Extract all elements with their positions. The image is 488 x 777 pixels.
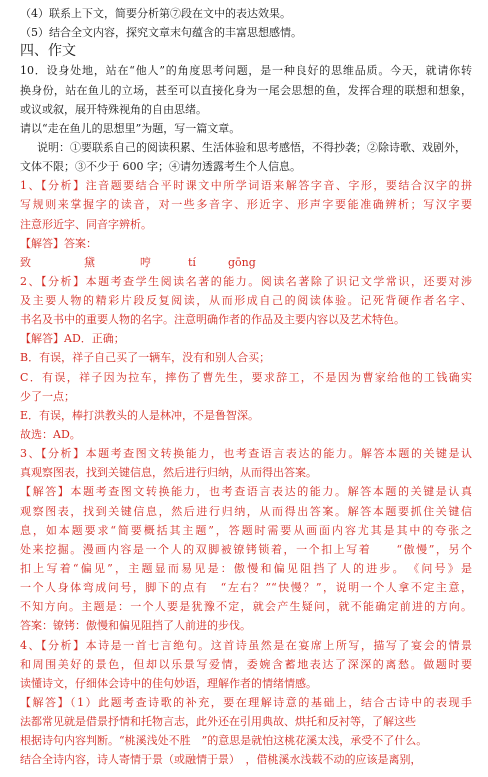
answer-4-line: 【解答】（1）此题考查诗歌的补充，要在理解诗意的基础上，结合古诗中的表现手 [20, 696, 472, 709]
answer-2-line: 2、【分析】本题考查学生阅读名著的能力。阅读名著除了识记文学常识，还要对涉 [20, 275, 472, 288]
pinyin-item: gōng [228, 256, 256, 269]
answer-3-line: 真观察图表，找到关键信息，然后进行归纳，从而得出答案。 [20, 466, 317, 479]
answer-2-line: 【解答】AD．正确； [20, 332, 125, 345]
answer-2-line: 书名及书中的重要人物的名字。注意明确作者的作品及主要内容以及艺术特色。 [20, 313, 405, 326]
answer-1-pinyin [20, 253, 472, 272]
answer-4-line: 根据诗句内容判断。“桃溪浅处不胜 ”的意思是就怕这桃花溪太浅，承受不了什么。 [20, 734, 428, 747]
answer-2-line: 故选：AD。 [20, 428, 81, 441]
pinyin-item: 黛 [84, 256, 95, 269]
answer-2-line: C．有误，祥子因为拉车，摔伤了曹先生，要求辞工，不是因为曹家给他的工钱确实 [20, 371, 472, 384]
answer-2-line: E．有误，棒打洪教头的人是林冲，不是鲁智深。 [20, 409, 260, 422]
section-title: 四、作文 [20, 43, 76, 59]
answer-3-line: 3、【分析】本题考查图文转换能力，也考查语言表达的能力。解答本题的关键是认 [20, 447, 472, 460]
writing-line: 或议或叙，展开特殊视角的自由思绪。 [20, 103, 207, 116]
answer-1-label: 【解答】答案： [20, 237, 97, 250]
pinyin-item: 哼 [140, 256, 151, 269]
answer-4-line: 结合全诗内容，诗人寄情于景（或融情于景） ，借桃溪水浅载不动的应该是离别， [20, 753, 422, 766]
answer-4-line: 4、【分析】本诗是一首七言绝句。这首诗虽然是在宴席上所写，描写了宴会的情景 [20, 639, 472, 652]
answer-3-line: 答案：镣铐：傲慢和偏见阻挡了人前进的步伐。 [20, 619, 251, 632]
answer-3-line: 处来挖掘。漫画内容是一个人的双脚被镣铐锁着，一个扣上写着 “傲慢”，另个 [20, 543, 472, 556]
answer-4-line: 法都常见就是借景抒情和托物言志，此外还在引用典故、烘托和反衬等，了解这些 [20, 715, 416, 728]
answer-3-line: 息，如本题要求“简要概括其主题”，答题时需要从画面内容尤其是其中的夸张之 [20, 524, 472, 537]
answer-3-line: 一个人身体弯成问号，脚下的点有 “左右？”“快慢？”，说明一个人拿不定主意， [20, 581, 472, 594]
writing-line: 请以“走在鱼儿的思想里”为题，写一篇文章。 [20, 122, 241, 135]
answer-1-line: 写规则来掌握字的读音，对一些多音字、形近字、形声字要能准确辨析；写汉字要 [20, 198, 472, 211]
writing-line: 文体不限；③不少于 600 字；④请勿透露考生个人信息。 [20, 160, 301, 173]
writing-line: 10．设身处地，站在“他人”的角度思考问题，是一种良好的思维品质。今天，就请你转 [20, 64, 472, 77]
answer-1-line: 注意形近字、同音字辨析。 [20, 218, 152, 231]
answer-4-line: 读懂诗文，仔细体会诗中的佳句妙语，理解作者的情绪情感。 [20, 677, 317, 690]
answer-2-line: 少了一点； [20, 390, 75, 403]
pinyin-item: tí [188, 256, 196, 269]
answer-3-line: 【解答】本题考查图文转换能力，也考查语言表达的能力。解答本题的关键是认真 [20, 485, 472, 498]
answer-2-line: B．有误，祥子自己买了一辆车，没有和别人合买； [20, 351, 271, 364]
question-4: （4）联系上下文，简要分析第⑦段在文中的表达效果。 [20, 7, 291, 20]
answer-3-line: 扣上写着“偏见”，主题显而易见是：傲慢和偏见阻挡了人的进步。 《问号》是 [20, 562, 472, 575]
pinyin-item: 致 [20, 256, 31, 269]
answer-3-line: 不知方向。主题是：一个人要是犹豫不定，就会产生疑问，就不能确定前进的方向。 [20, 600, 472, 613]
writing-line: 说明：①要联系自己的阅读积累、生活体验和思考感悟，不得抄袭；②除诗歌、戏剧外， [37, 141, 466, 154]
question-5: （5）结合全文内容，探究文章末句蕴含的丰富思想感情。 [20, 26, 302, 39]
answer-4-line: 和周围美好的景色，但却以乐景写爱情，委婉含蓄地表达了深深的离愁。做题时要 [20, 658, 472, 671]
writing-line: 换身份，站在鱼儿的立场，甚至可以直接化身为一尾会思想的鱼，发挥合理的联想和想象， [20, 84, 472, 97]
answer-3-line: 观察图表，找到关键信息，然后进行归纳，从而得出答案。解答本题要抓住关键信 [20, 505, 472, 518]
answer-1-line: 1、【分析】注音题要结合平时课文中所学词语来解答字音、字形，要结合汉字的拼 [20, 179, 472, 192]
answer-2-line: 及主要人物的精彩片段反复阅读，从而形成自己的阅读体验。记死背硬作者名字、 [20, 294, 472, 307]
